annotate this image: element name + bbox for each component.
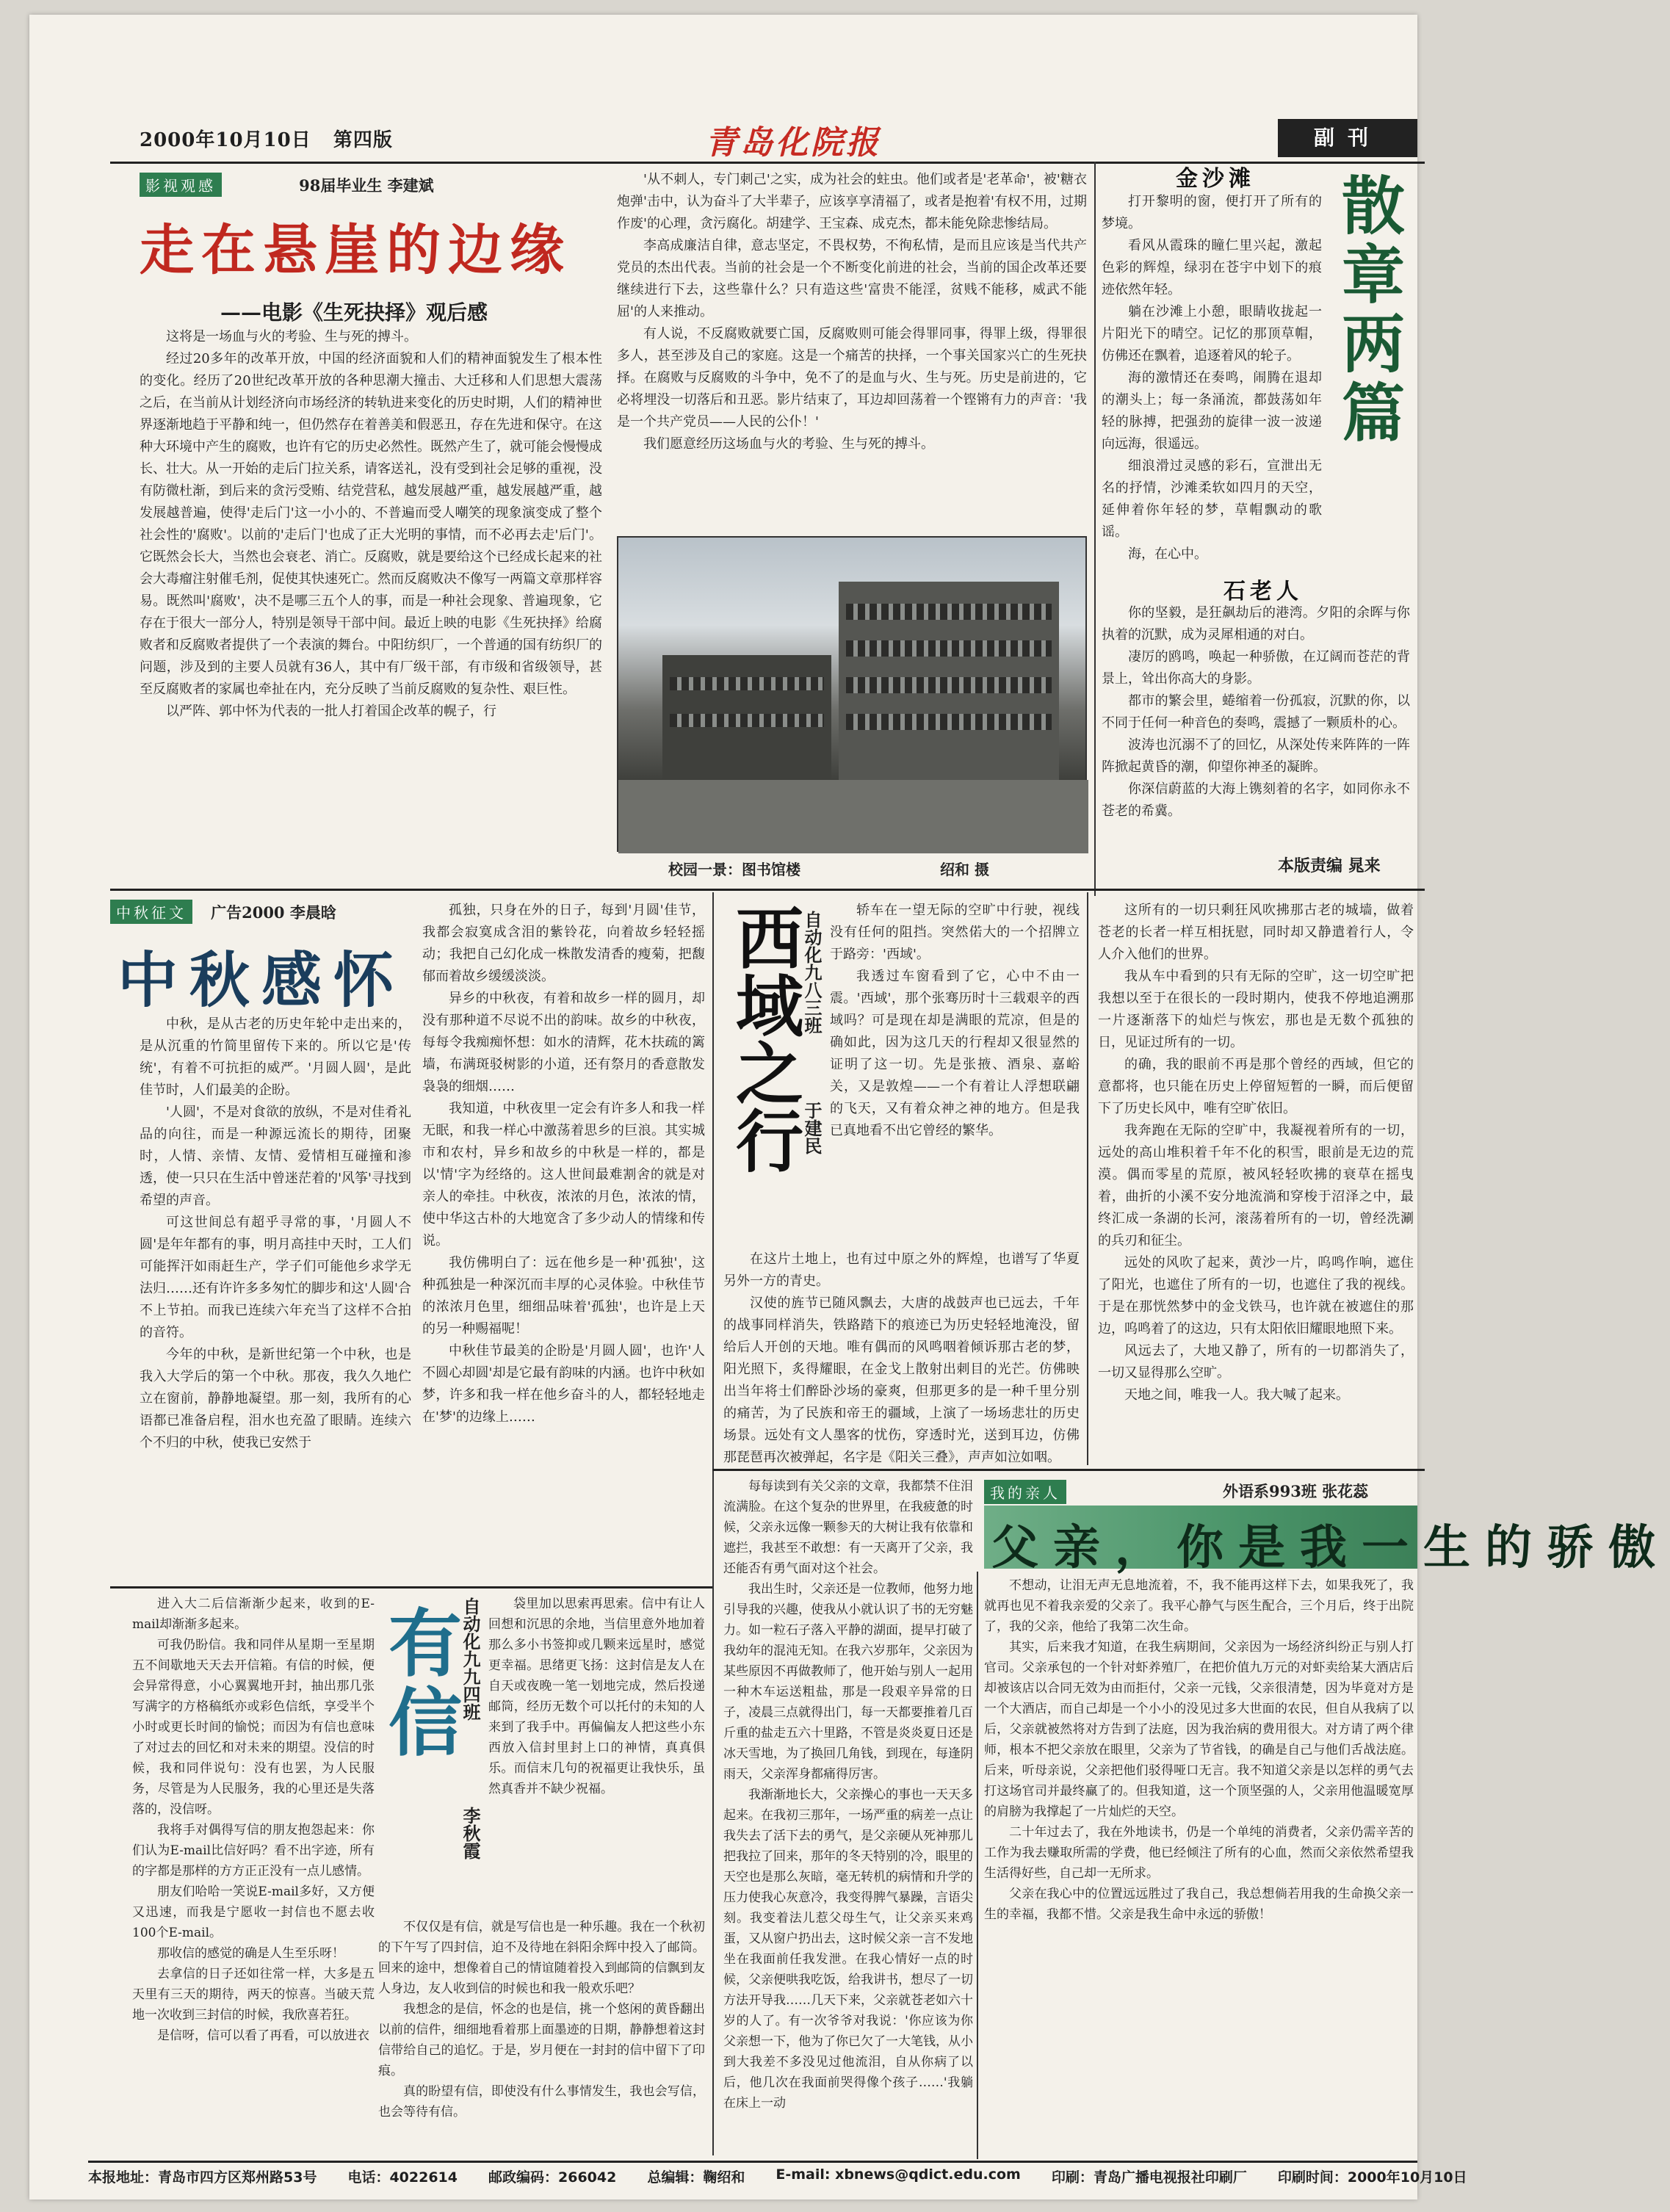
photo-window-row bbox=[846, 677, 1052, 693]
paragraph: 凄厉的鸥鸣，唤起一种骄傲，在辽阔而苍茫的背景上，耸出你高大的身影。 bbox=[1102, 649, 1410, 687]
essay-piece1-body bbox=[1102, 191, 1322, 573]
mid-autumn-body-right bbox=[422, 900, 705, 1579]
family-body-right bbox=[984, 1575, 1414, 2159]
paragraph: 海，在心中。 bbox=[1128, 546, 1207, 562]
footer-print-time: 印刷时间：2000年10月10日 bbox=[1277, 2169, 1467, 2186]
paragraph: 我想念的是信，怀念的也是信，挑一个悠闲的黄昏翻出以前的信件，细细地看着那上面墨迹的日期，静静想着这封信带给自己的追忆。于是，岁月便在一封封的信中留下了印痕。 bbox=[378, 2002, 705, 2078]
paragraph: 远处的风吹了起来，黄沙一片，呜鸣作响，遮住了阳光，也遮住了所有的一切，也遮住了我的视线。于是在那恍然梦中的金戈铁马，也许就在被遮住的那边，呜鸣着了的这边，只有太阳依旧耀眼地照下来。 bbox=[1098, 1255, 1414, 1337]
film-review-body-right bbox=[617, 169, 1087, 529]
paragraph: 以严阵、郭中怀为代表的一批人打着国企改革的幌子，行 bbox=[166, 704, 496, 719]
photo-credit: 绍和 摄 bbox=[940, 861, 989, 878]
film-review-byline: 98届毕业生 李建斌 bbox=[299, 176, 434, 195]
essay-piece2-body bbox=[1102, 602, 1410, 852]
mid-autumn-byline: 广告2000 李晨晗 bbox=[211, 903, 336, 922]
paragraph: 二十年过去了，我在外地读书，仍是一个单纯的消费者，父亲仍需辛苦的工作为我去赚取所需的学费，他已经倾注了所有的心血，然而父亲依然希望我生活得好些，自己却一无所求。 bbox=[984, 1825, 1414, 1881]
paragraph: 经过20多年的改革开放，中国的经济面貌和人们的精神面貌发生了根本性的变化。经历了20世纪改革开放的各种思潮大撞击、大迁移和人们思想大震荡之后，在当前从计划经济向市场经济的转轨进来变化的历史时期，人们的精神世界逐渐地趋于平静和纯一，但仍然存在着善美和假恶丑，存在先进和保守。在这种大环境中产生的腐败，也许有它的历史必然性。既然产生了，就可能会慢慢成长、壮大。从一开始的走后门拉关系，请客送礼，没有受到社会足够的重视，没有防微杜渐，到后来的贪污受贿、结党营私，越发展越严重，越发展越严重，越发展越普遍，使得'走后门'这一小小的、不普遍而受人嘲笑的现象演变成了整个社会性的'腐败'。以前的'走后门'也成了正大光明的事情，而不必再去走'后门'。它既然会长大，当然也会衰老、消亡。反腐败，就是要给这个已经成长起来的社会大毒瘤注射催毛剂，促使其快速死亡。然而反腐败决不像写一两篇文章那样容易。既然叫'腐败'，决不是哪三五个人的事，而是一种社会现象、普遍现象，它存在于很大一部分人，特别是领导干部中间。最近上映的电影《生死抉择》给腐败者和反腐败者提供了一个表演的舞台。中阳纺织厂，一个普通的国有纺织厂的问题，涉及到的主要人员就有36人，其中有厂级干部，有市级和省级领导，甚至反腐败者的家属也牵扯在内，充分反映了当前反腐败的复杂性、艰巨性。 bbox=[140, 351, 602, 697]
paragraph: 不想动，让泪无声无息地流着，不，我不能再这样下去，如果我死了，我就再也见不着我亲爱的父亲了。我平心静气与医生配合，三个月后，终于出院了，我的父亲，他给了我第二次生命。 bbox=[984, 1578, 1414, 1634]
paragraph: 其实，后来我才知道，在我生病期间，父亲因为一场经济纠纷正与别人打官司。父亲承包的一个针对虾养殖厂，在把价值九万元的对虾卖给某大酒店后却被该店以合同无效为由而拒付，父亲一元钱，父亲很清楚，因为毕竟对方是一个大酒店，而自己却是一个小小的没见过多大世面的农民，但自从我病了以后，父亲就被然将对方告到了法庭，因为我治病的费用很大。对方请了两个律师，根本不把父亲放在眼里，父亲为了节省钱，的确是自己与他们舌战法庭。后来，听母亲说，父亲把他们驳得哑口无言。我不知道父亲是以怎样的勇气去打这场官司并最终赢了的。但我知道，这一个顶坚强的人，父亲用他温暖宽厚的肩膀为我撑起了一片灿烂的天空。 bbox=[984, 1640, 1414, 1819]
west-trip-byline-name: 于建民 bbox=[801, 1102, 823, 1154]
paragraph: 我从车中看到的只有无际的空旷，这一切空旷把我想以至于在很长的一段时期内，使我不停地追溯那一片逐渐落下的灿烂与恢宏，那也是无数个孤独的日，见证过所有的一切。 bbox=[1098, 969, 1414, 1050]
paragraph: 这所有的一切只剩狂风吹拂那古老的城墙，做着苍老的长者一样互相抚慰，同时却又静遣着行人，令人介入他们的世界。 bbox=[1098, 903, 1414, 962]
photo-window-row bbox=[846, 714, 1052, 730]
paragraph: 我奔跑在无际的空旷中，我凝视着所有的一切，远处的高山堆积着千年不化的积雪，眼前是无边的荒漠。偶而零星的荒原，被风轻轻吹拂的衰草在摇曳着，曲折的小溪不安分地流淌和穿梭于沼泽之中，最终汇成一条湖的长河，滚荡着所有的一切，曾经洗涮的兵刃和征尘。 bbox=[1098, 1123, 1414, 1248]
paragraph: 每每读到有关父亲的文章，我都禁不住泪流满脸。在这个复杂的世界里，在我疲惫的时候，父亲永远像一颗参天的大树让我有依靠和遮拦，我甚至不敢想：有一天离开了父亲，我还能否有勇气面对这个社会。 bbox=[723, 1479, 973, 1576]
letters-vertical-title: 有信 bbox=[376, 1605, 462, 1763]
family-body-left bbox=[723, 1476, 973, 2159]
photo-window-row bbox=[670, 677, 824, 690]
paragraph: 中秋，是从古老的历史年轮中走出来的，是从沉重的竹简里留传下来的。所以它是'传统'，有着不可抗拒的威严。'月圆人圆'，是此佳节时，人们最美的企盼。 bbox=[140, 1016, 411, 1098]
paragraph: 进入大二后信渐渐少起来，收到的E-mail却渐渐多起来。 bbox=[132, 1597, 375, 1632]
paragraph: 袋里加以思索再思索。信中有让人回想和沉思的余地，当信里意外地加着那么多小书签抑或几颗来远星时，感觉更幸福。思绪更飞扬：这封信是友人在自天或夜晚一笔一划地完成，然后投递邮筒，经历无数个可以托付的未知的人来到了我手中。再偏偏友人把这些小东西放入信封里封上口的神情，真真俱乐。而信末几句的祝福更让我快乐，虽然真香并不缺少祝福。 bbox=[488, 1597, 705, 1796]
paper-name: 青岛化院报 bbox=[705, 124, 881, 162]
paragraph: 我知道，中秋夜里一定会有许多人和我一样无眠，和我一样心中激荡着思乡的巨浪。其实城市和农村，异乡和故乡的中秋是一样的，都是以'情'字为经络的。这人世间最难割舍的就是对亲人的牵挂。中秋夜，浓浓的月色，浓浓的情，使中华这古朴的大地宽含了多少动人的情缘和传说。 bbox=[422, 1101, 705, 1248]
paragraph: 我透过车窗看到了它，心中不由一震。'西域'，那个张骞历时十三载艰辛的西域吗？可是现在却是满眼的荒凉，但是的确如此，因为这几天的行程却又很显然的证明了这一切。先是张掖、酒泉、嘉峪关，又是敦煌——一个有着让人浮想联翩的飞天，又有着众神之神的地方。但是我已真地看不出它曾经的繁华。 bbox=[830, 969, 1080, 1138]
section-rule bbox=[110, 889, 1425, 891]
mid-autumn-badge: 中秋征文 bbox=[110, 900, 192, 924]
family-badge: 我的亲人 bbox=[984, 1480, 1066, 1504]
family-title: 父亲，你是我一生的骄傲 bbox=[991, 1521, 1670, 1575]
essay-editor: 本版责编 晁来 bbox=[1278, 856, 1381, 875]
footer-rule bbox=[88, 2161, 1417, 2163]
paragraph: 异乡的中秋夜，有着和故乡一样的圆月，却没有那种道不尽说不出的韵味。故乡的中秋夜，每每令我痴痴怀想：如水的清辉，花木扶疏的篱墙，布满斑驳树影的小道，还有祭月的香意散发袅袅的细烟…… bbox=[422, 991, 705, 1094]
west-trip-body-right bbox=[1098, 900, 1414, 1465]
family-badge-wrap bbox=[984, 1480, 1066, 1504]
film-review-badge: 影视观感 bbox=[140, 173, 222, 197]
paragraph: 孤独，只身在外的日子，每到'月圆'佳节，我都会寂寞成含泪的紫铃花，向着故乡轻轻摇动；我把自己幻化成一株散发清香的瘦菊，把馥郁而着故乡缓缓淡淡。 bbox=[422, 903, 705, 984]
paragraph: '从不刺人，专门刺己'之实，成为社会的蛀虫。他们或者是'老革命'，被'糖衣炮弹'击中，认为奋斗了大半辈子，应该享享清福了，或者是抱着'有权不用，过期作废'的心理，贪污腐化。胡建学、王宝森、成克杰，都未能免除悲惨结局。 bbox=[617, 172, 1087, 231]
photo-ground bbox=[618, 780, 1088, 853]
family-title-banner bbox=[984, 1506, 1670, 1575]
paragraph: 躺在沙滩上小憩，眼睛收拢起一片阳光下的晴空。记忆的那顶草帽，仿佛还在飘着，追逐着风的轮子。 bbox=[1102, 304, 1322, 364]
paragraph: 朋友们哈哈一笑说E-mail多好，又方便又迅速，而我是宁愿收一封信也不愿去收100个E-mail。 bbox=[132, 1884, 375, 1940]
column-divider bbox=[1094, 162, 1096, 896]
paragraph: 都市的繁会里，蜷缩着一份孤寂，沉默的你，以不同于任何一种音色的奏鸣，震撼了一颗质朴的心。 bbox=[1102, 693, 1410, 731]
paragraph: '人圆'，不是对食欲的放纵，不是对佳肴礼品的向往，而是一种源远流长的期待，团聚时，人情、亲情、友情、爱情相互碰撞和渗透，使一只只在生活中曾迷茫着的'风筝'寻找到希望的声音。 bbox=[140, 1105, 411, 1208]
issue-date: 2000年10月10日 bbox=[140, 129, 311, 151]
essay-piece2-title: 石老人 bbox=[1223, 579, 1303, 604]
letters-body-right-top bbox=[488, 1594, 705, 1917]
section-rule bbox=[110, 1586, 712, 1588]
paragraph: 细浪滑过灵感的彩石，宣泄出无名的抒情，沙滩柔软如四月的天空，延伸着你年轻的梦，草帽飘动的歌谣。 bbox=[1102, 458, 1322, 540]
paragraph: 真的盼望有信，即使没有什么事情发生，我也会写信，也会等待有信。 bbox=[378, 2084, 705, 2119]
footer bbox=[88, 2166, 1467, 2186]
footer-email: E-mail: xbnews@qdict.edu.com bbox=[776, 2166, 1021, 2183]
letters-body-right-bottom bbox=[378, 1917, 705, 2155]
film-review-header bbox=[140, 173, 610, 197]
paragraph: 这将是一场血与火的考验、生与死的搏斗。 bbox=[166, 329, 417, 344]
paragraph: 是信呀，信可以看了再看，可以放进衣 bbox=[157, 2028, 369, 2043]
mid-autumn-title: 中秋感怀 bbox=[118, 946, 406, 1016]
paragraph: 可这世间总有超乎寻常的事，'月圆人不圆'是年年都有的事，明月高挂中天时，工人们可能挥汗如雨赶生产，学子们可能他乡求学无法归……还有许许多多匆忙的脚步和这'人圆'合不上节拍。而我已连续六年充当了这样不合拍的音符。 bbox=[140, 1215, 411, 1340]
paragraph: 父亲在我心中的位置远远胜过了我自己，我总想倘若用我的生命换父亲一生的幸福，我都不惜。父亲是我生命中永远的骄傲！ bbox=[984, 1887, 1414, 1922]
paragraph: 我将手对偶得写信的朋友抱怨起来：你们认为E-mail比信好吗？看不出字迹，所有的字都是那样的方方正正没有一点儿感情。 bbox=[132, 1823, 375, 1879]
west-trip-byline-class: 自动化九八三班 bbox=[801, 911, 823, 1034]
family-byline: 外语系993班 张花蕊 bbox=[1223, 1482, 1369, 1500]
paragraph: 在这片土地上，也有过中原之外的辉煌，也谱写了华夏另外一方的青史。 bbox=[723, 1251, 1080, 1289]
film-review-body-left bbox=[140, 326, 602, 873]
west-trip-body-bottom bbox=[723, 1248, 1080, 1469]
paragraph: 天地之间，唯我一人。我大喊了起来。 bbox=[1124, 1387, 1349, 1403]
newspaper-page bbox=[29, 15, 1670, 2200]
mid-autumn-body-left bbox=[140, 1013, 411, 1579]
paragraph: 那收信的感觉的确是人生至乐呀！ bbox=[157, 1946, 344, 1961]
footer-chief-editor: 总编辑：鞠绍和 bbox=[647, 2169, 745, 2186]
paragraph: 看风从霞珠的瞳仁里兴起，激起色彩的辉煌，绿羽在苍宇中划下的痕迹依然年轻。 bbox=[1102, 238, 1322, 297]
column-divider bbox=[977, 1572, 978, 2159]
essay-vertical-title: 散章两篇 bbox=[1331, 173, 1404, 449]
paragraph: 波涛也沉溺不了的回忆，从深处传来阵阵的一阵阵掀起黄昏的潮，仰望你神圣的凝眸。 bbox=[1102, 737, 1410, 775]
paragraph: 有人说，不反腐败就要亡国，反腐败则可能会得罪同事，得罪上级，得罪很多人，甚至涉及自己的家庭。这是一个痛苦的抉择，一个事关国家兴亡的生死抉择。在腐败与反腐败的斗争中，免不了的是血与火、生与死。历史是前进的，它必将埋没一切落后和丑恶。影片结束了，耳边却回荡着一个铿锵有力的声音：'我是一个共产党员——人民的公仆！' bbox=[617, 326, 1087, 430]
essay-piece1-title: 金沙滩 bbox=[1176, 166, 1255, 192]
issue-date-line bbox=[140, 125, 393, 152]
film-review-subtitle: ——电影《生死抉择》观后感 bbox=[220, 300, 488, 325]
paragraph: 中秋佳节最美的企盼是'月圆人圆'，也许'人不圆心却圆'却是它最有韵味的内涵。也许中秋如梦，许多和我一样在他乡奋斗的人，都轻轻地走在'梦'的边缘上…… bbox=[422, 1343, 705, 1425]
paragraph: 我们愿意经历这场血与火的考验、生与死的搏斗。 bbox=[643, 436, 934, 452]
column-divider bbox=[1087, 892, 1088, 1465]
paragraph: 海的激情还在奏鸣，闹腾在退却的潮头上；每一条涌流，都鼓荡如年轻的脉搏，把强劲的旋律一波一波递向远海，很遥远。 bbox=[1102, 370, 1322, 452]
paragraph: 李高成廉洁自律，意志坚定，不畏权势，不徇私情，是而且应该是当代共产党员的杰出代表。当前的社会是一个不断变化前进的社会，当前的国企改革还要继续进行下去，这些靠什么？只有造这些'富贵不能淫，贫贱不能移，威武不能屈'的人来推动。 bbox=[617, 238, 1087, 319]
photo-caption: 校园一景：图书馆楼 bbox=[668, 861, 800, 878]
paragraph: 我渐渐地长大，父亲操心的事也一天天多起来。在我初三那年，一场严重的病差一点让我失去了活下去的勇气，是父亲硬从死神那儿把我拉了回来，那年的冬天特别的冷，眼里的天空也是那么灰暗，毫无转机的病情和升学的压力使我心灰意冷，我变得脾气暴躁，言语尖刻。我变着法儿惹父母生气，让父亲买来鸡蛋，又从窗户扔出去，这时候父亲一言不发地坐在我面前任我发泄。在我心情好一点的时候，父亲便哄我吃饭，给我讲书，想尽了一切方法开导我……几天下来，父亲就苍老如六十岁的人了。有一次爷爷对我说：'你应该为你父亲想一下，他为了你已欠了一大笔钱，从小到大我差不多没见过他流泪，自从你病了以后，他几次在我面前哭得像个孩子……'我躺在床上一动 bbox=[723, 1788, 973, 2111]
paragraph: 去拿信的日子还如往常一样，大多是五天里有三天的期待，两天的惊喜。当破天荒地一次收到三封信的时候，我欣喜若狂。 bbox=[132, 1967, 375, 2023]
column-divider bbox=[712, 892, 714, 2155]
west-trip-body-top bbox=[830, 900, 1080, 1245]
paragraph: 我仿佛明白了：远在他乡是一种'孤独'，这种孤独是一种深沉而丰厚的心灵体验。中秋佳节的浓浓月色里，细细品味着'孤独'，也许是上天的另一种赐福呢！ bbox=[422, 1255, 705, 1337]
west-trip-vertical-title: 西域之行 bbox=[725, 903, 803, 1174]
paragraph: 我出生时，父亲还是一位教师，他努力地引导我的兴趣，使我从小就认识了书的无穷魅力。如一粒石子落入平静的湖面，提早打破了我幼年的混沌无知。在我六岁那年，父亲因为某些原因不再做教师了，他开始与别人一起用一种木车运送粗盐，那是一段艰辛异常的日子，凌晨三点就得出门，每一天都要推着几百斤重的盐走五六十里路，不管是炎炎夏日还是冰天雪地，为了换回几角钱，到现在，每逢阴雨天，父亲浑身都痛得厉害。 bbox=[723, 1582, 973, 1782]
letters-byline-class: 自动化九九四班 bbox=[460, 1597, 481, 1721]
section-tag: 副刊 bbox=[1278, 119, 1417, 157]
paragraph: 你的坚毅，是狂飙劫后的港湾。夕阳的余晖与你执着的沉默，成为灵犀相通的对白。 bbox=[1102, 605, 1410, 643]
paragraph: 轿车在一望无际的空旷中行驶，视线没有任何的阻挡。突然偌大的一个招牌立于路旁：'西域'。 bbox=[830, 903, 1080, 962]
paragraph: 打开黎明的窗，便打开了所有的梦境。 bbox=[1102, 194, 1322, 231]
footer-phone: 电话：4022614 bbox=[347, 2169, 458, 2186]
letters-byline-name: 李秋霞 bbox=[460, 1807, 481, 1859]
paragraph: 的确，我的眼前不再是那个曾经的西域，但它的意都将，也只能在历史上停留短暂的一瞬，而后便留下了历史长风中，唯有空旷依旧。 bbox=[1098, 1057, 1414, 1116]
letters-body-left bbox=[132, 1594, 375, 2152]
paragraph: 风远去了，大地又静了，所有的一切都消失了，一切又显得那么空旷。 bbox=[1098, 1343, 1414, 1381]
photo-window-row bbox=[846, 640, 1052, 657]
campus-photo bbox=[617, 536, 1087, 852]
paragraph: 汉使的旌节已随风飘去，大唐的战鼓声也已远去，千年的战事同样消失，铁路踏下的痕迹已为历史轻轻地淹没，留给后人开创的天地。唯有偶而的风鸣咽着倾诉那古老的梦，阳光照下，炙得耀眼，在金戈上散射出刺目的光芒。仿佛映出当年将士们醉卧沙场的豪爽，但那更多的是一种千里分别的痛苦，为了民族和帝王的疆域，上演了一场场悲壮的历史场景。远处有文人墨客的忧伤，穿透时光，送到耳边，仿佛那琵琶再次被弹起，名字是《阳关三叠》，声声如泣如咽。 bbox=[723, 1295, 1080, 1465]
section-rule bbox=[712, 1469, 1425, 1471]
issue-page: 第四版 bbox=[333, 129, 393, 151]
footer-address: 本报地址：青岛市四方区郑州路53号 bbox=[88, 2169, 317, 2186]
paragraph: 今年的中秋，是新世纪第一个中秋，也是我入大学后的第一个中秋。那夜，我久久地伫立在窗前，静静地凝望。那一刻，我所有的心语都已准备启程，泪水也充盈了眼睛。连续六个不归的中秋，使我已安然于 bbox=[140, 1347, 411, 1450]
paragraph: 你深信蔚蓝的大海上镌刻着的名字，如同你永不苍老的希冀。 bbox=[1102, 781, 1410, 819]
film-review-title: 走在悬崖的边缘 bbox=[140, 219, 571, 282]
photo-window-row bbox=[846, 604, 1052, 620]
footer-printer: 印刷：青岛广播电视报社印刷厂 bbox=[1051, 2169, 1247, 2186]
paragraph: 不仅仅是有信，就是写信也是一种乐趣。我在一个秋初的下午写了四封信，迫不及待地在斜阳余辉中投入了邮筒。回来的途中，想像着自己的情谊随着投入到邮筒的信飘到友人身边，友人收到信的时候也和我一般欢乐吧？ bbox=[378, 1920, 705, 1996]
paragraph: 可我仍盼信。我和同伴从星期一至星期五不间歇地天天去开信箱。有信的时候，便会异常得意，小心翼翼地开封，抽出那几张写满字的方格稿纸亦或彩色信纸，享受半个小时或更长时间的愉悦；而因为有信也意味了对过去的回忆和对未来的期望。没信的时候，我和同伴说句：没有也罢，为人民服务，尽管是为人民服务，我的心里还是失落落的，没信呀。 bbox=[132, 1638, 375, 1817]
photo-window-row bbox=[670, 714, 824, 727]
footer-postcode: 邮政编码：266042 bbox=[488, 2169, 617, 2186]
